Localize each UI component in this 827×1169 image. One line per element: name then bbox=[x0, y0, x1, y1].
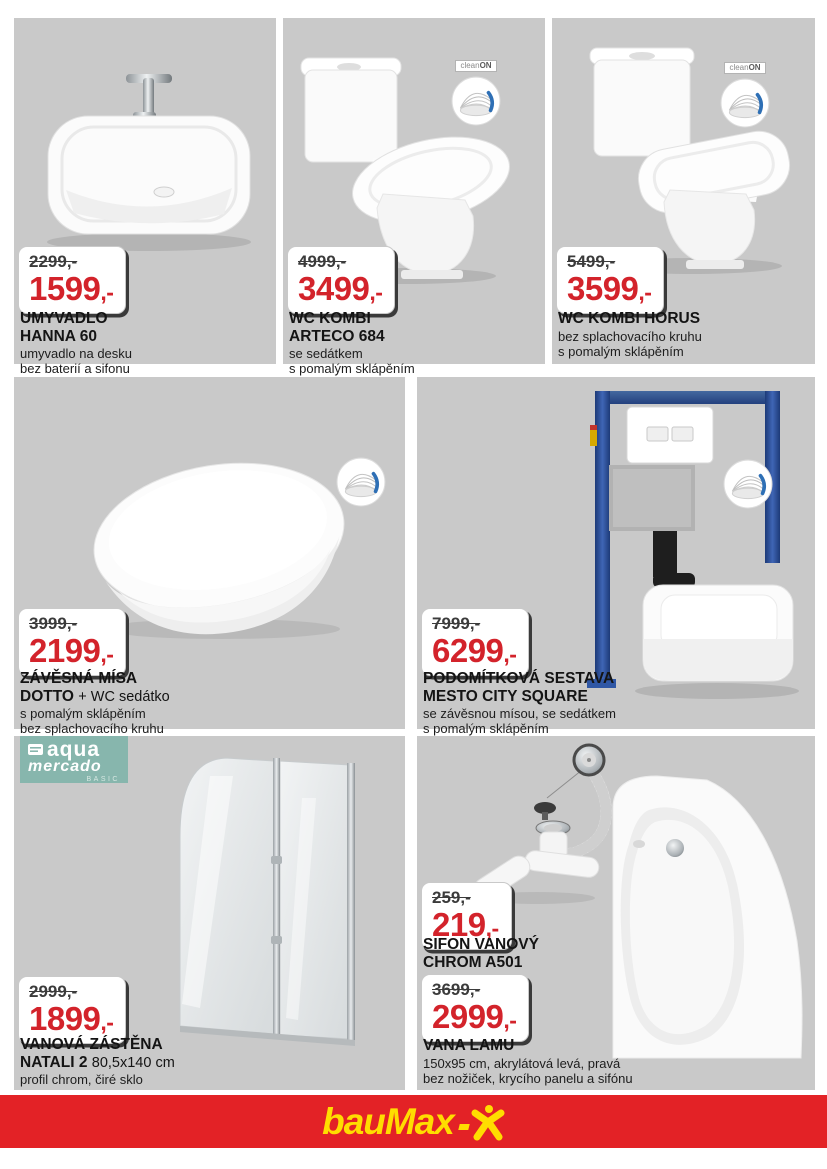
product-info bbox=[20, 310, 132, 377]
price: 6299,- bbox=[432, 632, 517, 669]
old-price: 4999,- bbox=[298, 252, 347, 271]
product-card-podomitkova-sestava bbox=[417, 377, 815, 737]
baumax-logo-text: bauMax bbox=[322, 1101, 454, 1142]
product-info bbox=[289, 310, 415, 377]
product-info bbox=[558, 310, 702, 359]
aqua-card-icon bbox=[28, 744, 43, 755]
price: 2199,- bbox=[29, 632, 114, 669]
product-info bbox=[20, 1036, 175, 1087]
product-name-suffix: + WC sedátko bbox=[78, 688, 170, 705]
price-box bbox=[18, 608, 126, 676]
product-desc: se závěsnou mísou, se sedátkem s pomalým sklápěním bbox=[423, 706, 616, 737]
old-price: 2299,- bbox=[29, 252, 78, 271]
product-desc: umyvadlo na desku bez baterií a sifonu bbox=[20, 346, 133, 377]
product-name: VANOVÁ ZÁSTĚNA NATALI 2 80,5x140 cm bbox=[20, 1036, 175, 1071]
aqua-mercado-logo bbox=[20, 736, 128, 783]
product-name-suffix: 80,5x140 cm bbox=[91, 1054, 175, 1071]
old-price: 2999,- bbox=[29, 982, 78, 1001]
price-box bbox=[287, 246, 395, 314]
product-card-wc-kombi-arteco-684 bbox=[283, 18, 545, 377]
baumax-logo bbox=[322, 1102, 505, 1142]
product-name: WC KOMBI ARTECO 684 bbox=[289, 310, 385, 345]
price-box bbox=[18, 246, 126, 314]
price: 2999,- bbox=[432, 998, 517, 1035]
product-info bbox=[423, 936, 539, 971]
footer-bar bbox=[0, 1095, 827, 1148]
baumax-star-icon bbox=[471, 1102, 505, 1142]
price-box bbox=[18, 976, 126, 1044]
baumax-logo-dash bbox=[458, 1124, 469, 1130]
aqua-word: aqua bbox=[47, 738, 101, 761]
cleanon-badge-label: cleanON bbox=[724, 62, 765, 74]
product-info bbox=[20, 670, 170, 737]
product-name: PODOMÍTKOVÁ SESTAVA MESTO CITY SQUARE bbox=[423, 670, 615, 705]
product-desc: se sedátkem s pomalým sklápěním bbox=[289, 346, 415, 377]
price-box bbox=[421, 974, 529, 1042]
cleanon-icon bbox=[451, 76, 501, 126]
old-price: 5499,- bbox=[567, 252, 616, 271]
product-name: VANA LAMU bbox=[423, 1037, 515, 1054]
product-card-zavesna-misa-dotto bbox=[14, 377, 405, 737]
product-name: UMYVADLO HANNA 60 bbox=[20, 310, 108, 345]
product-desc: bez splachovacího kruhu s pomalým sklápěním bbox=[558, 328, 702, 359]
cleanon-icon bbox=[720, 78, 770, 128]
old-price: 259,- bbox=[432, 888, 471, 907]
price-suffix: ,- bbox=[100, 279, 114, 305]
mercado-word: mercado bbox=[28, 758, 102, 775]
product-card-wc-kombi-horus bbox=[552, 18, 815, 364]
cleanon-icon bbox=[336, 457, 386, 507]
product-name: SIFON VANOVÝ CHROM A501 bbox=[423, 936, 539, 971]
old-price: 3699,- bbox=[432, 980, 481, 999]
old-price: 7999,- bbox=[432, 614, 481, 633]
cleanon-badge bbox=[723, 459, 773, 509]
price-box bbox=[556, 246, 664, 314]
cleanon-icon bbox=[723, 459, 773, 509]
price: 3499,- bbox=[298, 270, 383, 307]
cleanon-badge-label: cleanON bbox=[455, 60, 496, 72]
price bbox=[29, 272, 113, 306]
price: 219,- bbox=[432, 906, 499, 943]
product-info bbox=[423, 1037, 633, 1086]
product-desc: s pomalým sklápěním bez splachovacího kruhu bbox=[20, 706, 164, 737]
product-info bbox=[423, 670, 616, 737]
basic-word: BASIC bbox=[86, 776, 120, 783]
cleanon-badge bbox=[336, 457, 386, 507]
cleanon-badge bbox=[720, 62, 770, 128]
product-name: WC KOMBI HORUS bbox=[558, 310, 701, 327]
aqua-logo-row bbox=[28, 739, 120, 760]
price-box bbox=[421, 608, 529, 676]
price: 3599,- bbox=[567, 270, 652, 307]
product-desc: profil chrom, čiré sklo bbox=[20, 1072, 143, 1087]
price-value: 1599 bbox=[29, 270, 101, 307]
cleanon-badge bbox=[451, 60, 501, 126]
old-price: 3999,- bbox=[29, 614, 78, 633]
product-card-sifon-and-vana bbox=[417, 736, 815, 1090]
product-name: ZÁVĚSNÁ MÍSA DOTTO + WC sedátko bbox=[20, 670, 170, 705]
product-card-vanova-zastena bbox=[14, 736, 405, 1090]
product-desc: 150x95 cm, akrylátová levá, pravá bez nožiček, krycího panelu a sifónu bbox=[423, 1055, 633, 1086]
price: 1899,- bbox=[29, 1000, 114, 1037]
product-card-umyvadlo-hanna-60 bbox=[14, 18, 276, 377]
